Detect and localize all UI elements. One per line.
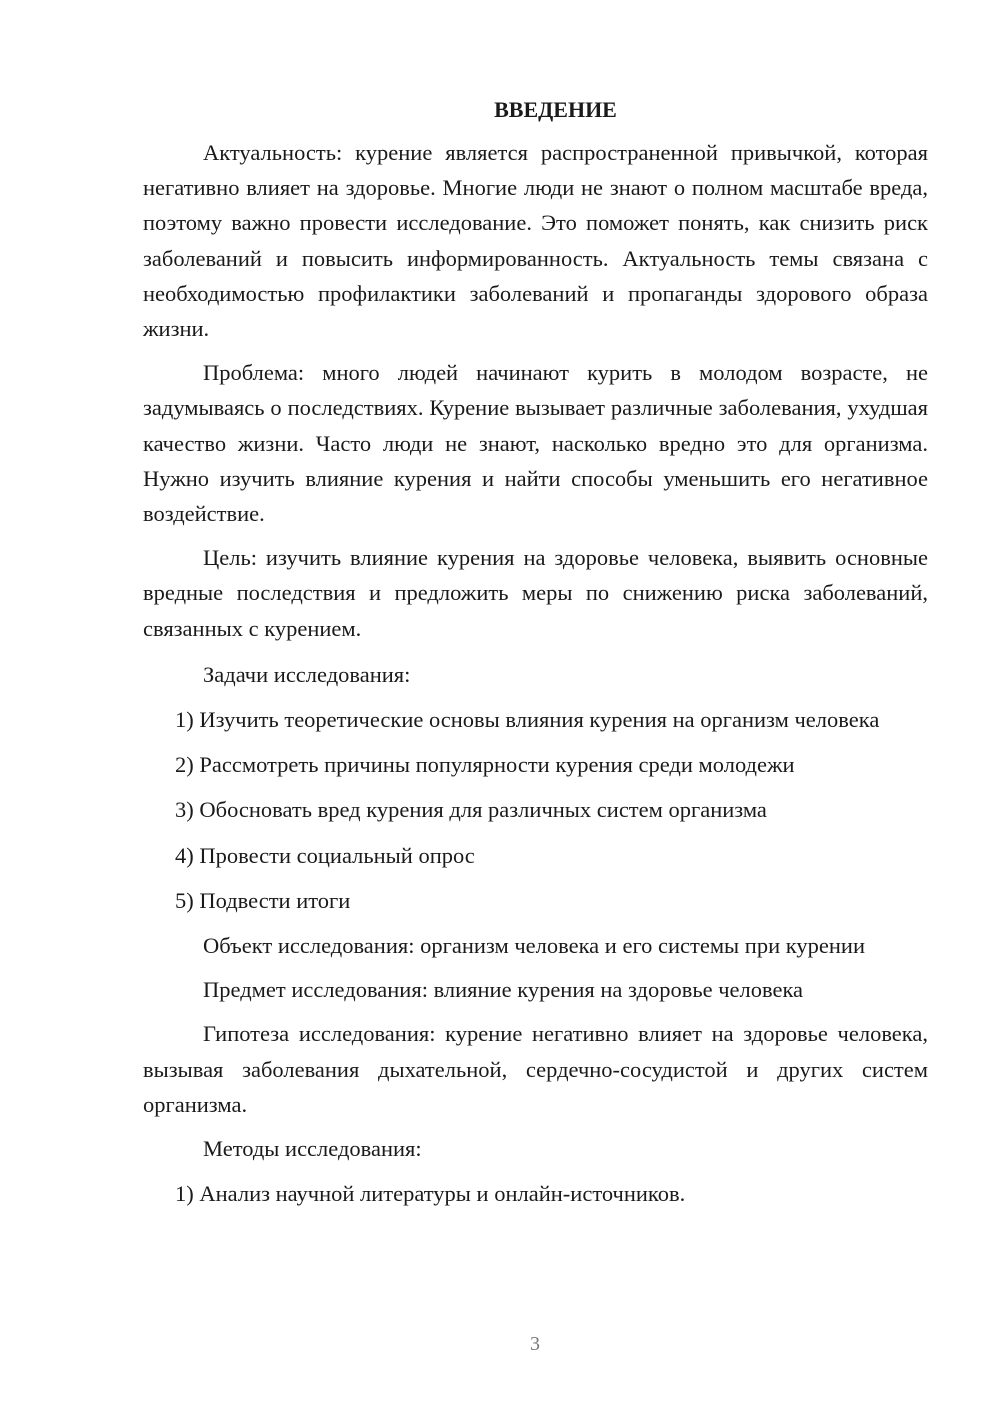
section-heading: ВВЕДЕНИЕ <box>494 97 617 122</box>
tasks-title: Задачи исследования: <box>203 661 411 687</box>
page-number: 3 <box>530 1333 540 1355</box>
task-item: 4) Провести социальный опрос <box>175 842 475 868</box>
document-page <box>143 92 928 1221</box>
hypothesis-paragraph: Гипотеза исследования: курение негативно влияет на здоровье человека, вызывая заболевания дыхательной, сердечно-сосудистой и других систем организма. <box>143 1021 928 1117</box>
problem-paragraph: Проблема: много людей начинают курить в молодом возрасте, не задумываясь о последствиях. Курение вызывает различные заболевания, ухудшая качество жизни. Часто люди не знают, насколько вредно это для организма. Нужно изучить влияние курения и найти способы уменьшить его негативное воздействие. <box>143 360 928 527</box>
method-item: 1) Анализ научной литературы и онлайн-источников. <box>175 1181 686 1207</box>
relevance-paragraph: Актуальность: курение является распространенной привычкой, которая негативно влияет на здоровье. Многие люди не знают о полном масштабе вреда, поэтому важно провести исследование. Это поможет понять, как снизить риск заболеваний и повысить информированность. Актуальность темы связана с необходимостью профилактики заболеваний и пропаганды здорового образа жизни. <box>143 140 928 342</box>
methods-title: Методы исследования: <box>203 1136 422 1162</box>
task-item: 2) Рассмотреть причины популярности курения среди молодежи <box>175 752 795 778</box>
task-item: 3) Обосновать вред курения для различных систем организма <box>175 797 767 823</box>
task-item: 1) Изучить теоретические основы влияния курения на организм человека <box>175 707 880 733</box>
subject-paragraph: Предмет исследования: влияние курения на здоровье человека <box>203 977 804 1003</box>
task-item: 5) Подвести итоги <box>175 887 351 913</box>
object-paragraph: Объект исследования: организм человека и его системы при курении <box>203 933 865 959</box>
goal-paragraph: Цель: изучить влияние курения на здоровье человека, выявить основные вредные последствия и предложить меры по снижению риска заболеваний, связанных с курением. <box>143 545 928 641</box>
